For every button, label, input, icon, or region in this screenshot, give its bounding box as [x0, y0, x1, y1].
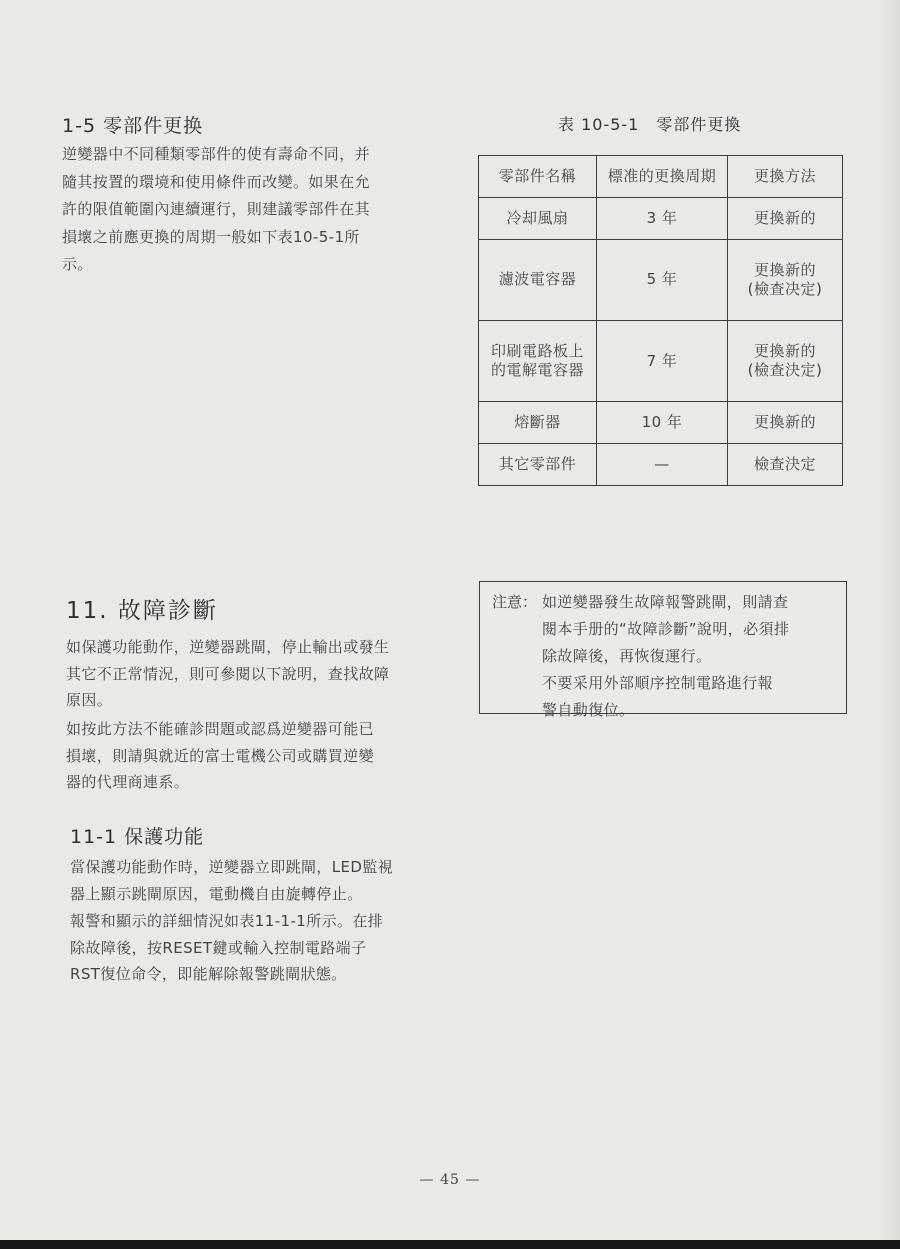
parts-replacement-table: [478, 155, 843, 486]
table-cell: 10 年: [597, 402, 728, 444]
table-row: [479, 402, 843, 444]
text-line: 如按此方法不能確診問題或認爲逆變器可能已: [66, 720, 375, 738]
table-row: [479, 444, 843, 486]
text-line: 其它不正常情況，則可參閱以下說明，查找故障: [66, 664, 390, 683]
table-cell: 更換新的 (檢查决定): [728, 239, 843, 320]
text-line: 原因。: [66, 691, 113, 709]
text-line: 示。: [62, 255, 93, 273]
section-11-1-title: 11-1 保護功能: [70, 826, 205, 848]
table-cell: 印刷電路板上 的電解電容器: [479, 320, 597, 401]
text-line: 許的限值範圍內連續運行，則建議零部件在其: [62, 200, 371, 218]
text-line: 除故障後，按RESET鍵或輸入控制電路端子: [70, 938, 367, 957]
text-line: 損壞之前應更換的周期一般如下表10-5-1所: [62, 227, 360, 246]
section-11-paragraph-2: [66, 716, 446, 796]
table-row: [479, 320, 843, 401]
section-11-paragraph-1: [66, 634, 446, 714]
text-line: 閱本手册的“故障診斷”說明，必須排: [542, 620, 790, 638]
table-cell: 冷却風扇: [479, 197, 597, 239]
text-line: 如逆變器發生故障報警跳閘，則請查: [542, 593, 789, 611]
table-cell: 7 年: [597, 320, 728, 401]
page-edge-shadow: [880, 0, 900, 1240]
table-cell: 更換新的: [728, 197, 843, 239]
table-row: [479, 239, 843, 320]
note-label: 注意：: [492, 593, 538, 611]
table-cell: 更換新的 (檢查決定): [728, 320, 843, 401]
header-cell-part-name: 零部件名稱: [479, 156, 597, 198]
table-caption: 表 10-5-1 零部件更換: [558, 115, 742, 134]
table-row: [479, 197, 843, 239]
header-cell-period: 標准的更換周期: [597, 156, 728, 198]
table-cell: 檢查決定: [728, 444, 843, 486]
header-cell-method: 更換方法: [728, 156, 843, 198]
text-line: 器上顯示跳閘原因，電動機自由旋轉停止。: [70, 884, 363, 903]
section-1-5-paragraph: [62, 141, 442, 279]
table-cell: 熔斷器: [479, 402, 597, 444]
text-line: 除故障後，再恢復運行。: [542, 647, 712, 665]
note-box: [479, 581, 847, 719]
text-line: 警自動復位。: [542, 701, 635, 719]
text-line: 不要采用外部順序控制電路進行報: [542, 674, 774, 692]
text-line: 逆變器中不同種類零部件的使有壽命不同，并: [62, 145, 371, 163]
page-number: — 45 —: [419, 1172, 481, 1188]
table-cell: 更換新的: [728, 402, 843, 444]
section-11-title: 11. 故障診斷: [66, 598, 218, 624]
table-cell: 3 年: [597, 197, 728, 239]
section-11-1-paragraph-1: [70, 854, 450, 907]
table-cell: 5 年: [597, 239, 728, 320]
text-line: 隨其按置的環境和使用條件而改變。如果在允: [62, 172, 371, 191]
table-header-row: [479, 156, 843, 198]
text-line: 報警和顯示的詳細情況如表11-1-1所示。在排: [70, 912, 384, 930]
section-11-1-paragraph-2: [70, 908, 450, 988]
text-line: 如保護功能動作，逆變器跳閘，停止輸出或發生: [66, 638, 390, 656]
scan-bottom-edge: [0, 1240, 900, 1249]
section-1-5-title: 1-5 零部件更换: [62, 115, 204, 137]
text-line: 損壞，則請與就近的富士電機公司或購買逆變: [66, 746, 375, 765]
table-cell: 濾波電容器: [479, 239, 597, 320]
text-line: RST復位命令，即能解除報警跳閘狀態。: [70, 965, 347, 983]
text-line: 器的代理商連系。: [66, 773, 190, 791]
table-cell: 其它零部件: [479, 444, 597, 486]
text-line: 當保護功能動作時，逆變器立即跳閘，LED監視: [70, 858, 394, 876]
table-cell: —: [597, 444, 728, 486]
